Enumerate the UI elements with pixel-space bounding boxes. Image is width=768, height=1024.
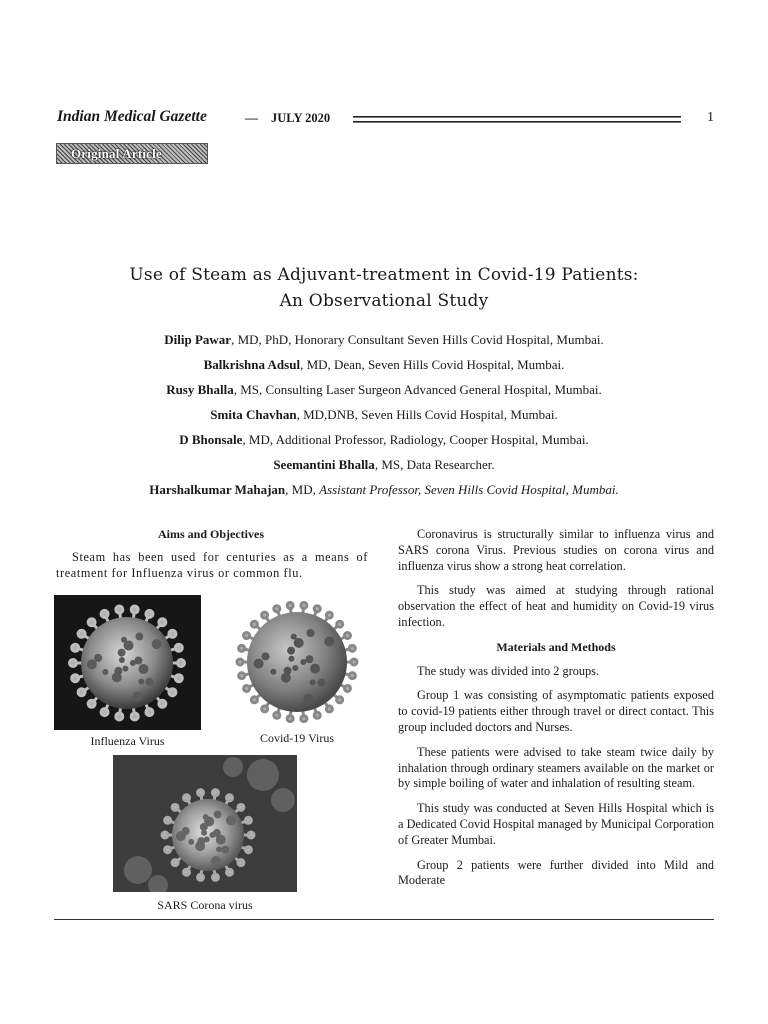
author-name: Balkrishna Adsul [203,357,301,372]
author-details: , MD, PhD, Honorary Consultant Seven Hills Covid Hospital, Mumbai. [231,332,604,347]
caption-covid-19: Covid-19 Virus [259,731,335,745]
author-line [60,406,708,431]
title-line-2: An Observational Study [279,291,489,311]
header-dash: — [245,110,258,125]
article-title [60,262,708,314]
paragraph: This study was conducted at Seven Hills Hospital which is a Dedicated Covid Hospital managed by Municipal Corporation of Greater Mumbai. [398,801,714,847]
title-line-1: Use of Steam as Adjuvant-treatment in Covid-19 Patients: [129,265,639,285]
sars-corona-virus-image [113,755,297,892]
paragraph: This study was aimed at studying through rational observation the effect of heat and humidity on Covid-19 virus infection. [398,583,714,629]
author-details: , MD, Additional Professor, Radiology, Cooper Hospital, Mumbai. [242,432,589,447]
page-number: 1 [707,110,714,125]
covid-19-virus-image [227,595,367,730]
author-details: , MS, Consulting Laser Surgeon Advanced General Hospital, Mumbai. [233,382,602,397]
author-name: Harshalkumar Mahajan [149,482,286,497]
author-details: , MD, Dean, Seven Hills Covid Hospital, Mumbai. [300,357,565,372]
author-name: D Bhonsale [179,432,243,447]
section-badge [56,143,208,164]
header-double-rule [353,116,681,123]
author-details: , MS, Data Researcher. [374,457,495,472]
author-name: Dilip Pawar [164,332,232,347]
paragraph: These patients were advised to take steam twice daily by inhalation through ordinary steamers available on the market or by simple boiling of water and inhalation of resulting steam. [398,744,714,791]
paragraph: The study was divided into 2 groups. [417,663,600,678]
author-line [60,481,708,506]
author-name: Seemantini Bhalla [273,457,375,472]
author-list [60,331,708,506]
author-name: Smita Chavhan [210,407,297,422]
issue-date: JULY 2020 [271,111,331,125]
methods-heading: Materials and Methods [496,639,616,654]
author-line [60,456,708,481]
author-details: , MD, [285,482,320,497]
caption-sars: SARS Corona virus [157,898,253,912]
paragraph: Coronavirus is structurally similar to influenza virus and SARS corona Virus. Previous studies on corona virus and influenza virus show a strong heat correlation. [398,527,714,573]
author-details-italic: Assistant Professor, Seven Hills Covid Hospital, Mumbai. [319,482,619,497]
author-line [60,356,708,381]
caption-influenza: Influenza Virus [90,734,165,748]
aims-heading: Aims and Objectives [158,527,264,541]
paragraph: Group 2 patients were further divided into Mild and Moderate [398,857,714,888]
author-details: , MD,DNB, Seven Hills Covid Hospital, Mumbai. [296,407,558,422]
author-line [60,431,708,456]
right-column [398,527,714,898]
author-line [60,331,708,356]
author-line [60,381,708,406]
section-badge-label: Original Article [71,145,162,161]
journal-name: Indian Medical Gazette [57,108,207,125]
aims-paragraph: Steam has been used for centuries as a means of treatment for Influenza virus or common flu. [56,550,368,580]
paragraph: Group 1 was consisting of asymptomatic patients exposed to covid-19 patients either through travel or direct contact. This group included doctors and Nurses. [398,688,714,734]
influenza-virus-image [54,595,201,730]
footer-rule [54,919,714,920]
author-name: Rusy Bhalla [166,382,234,397]
